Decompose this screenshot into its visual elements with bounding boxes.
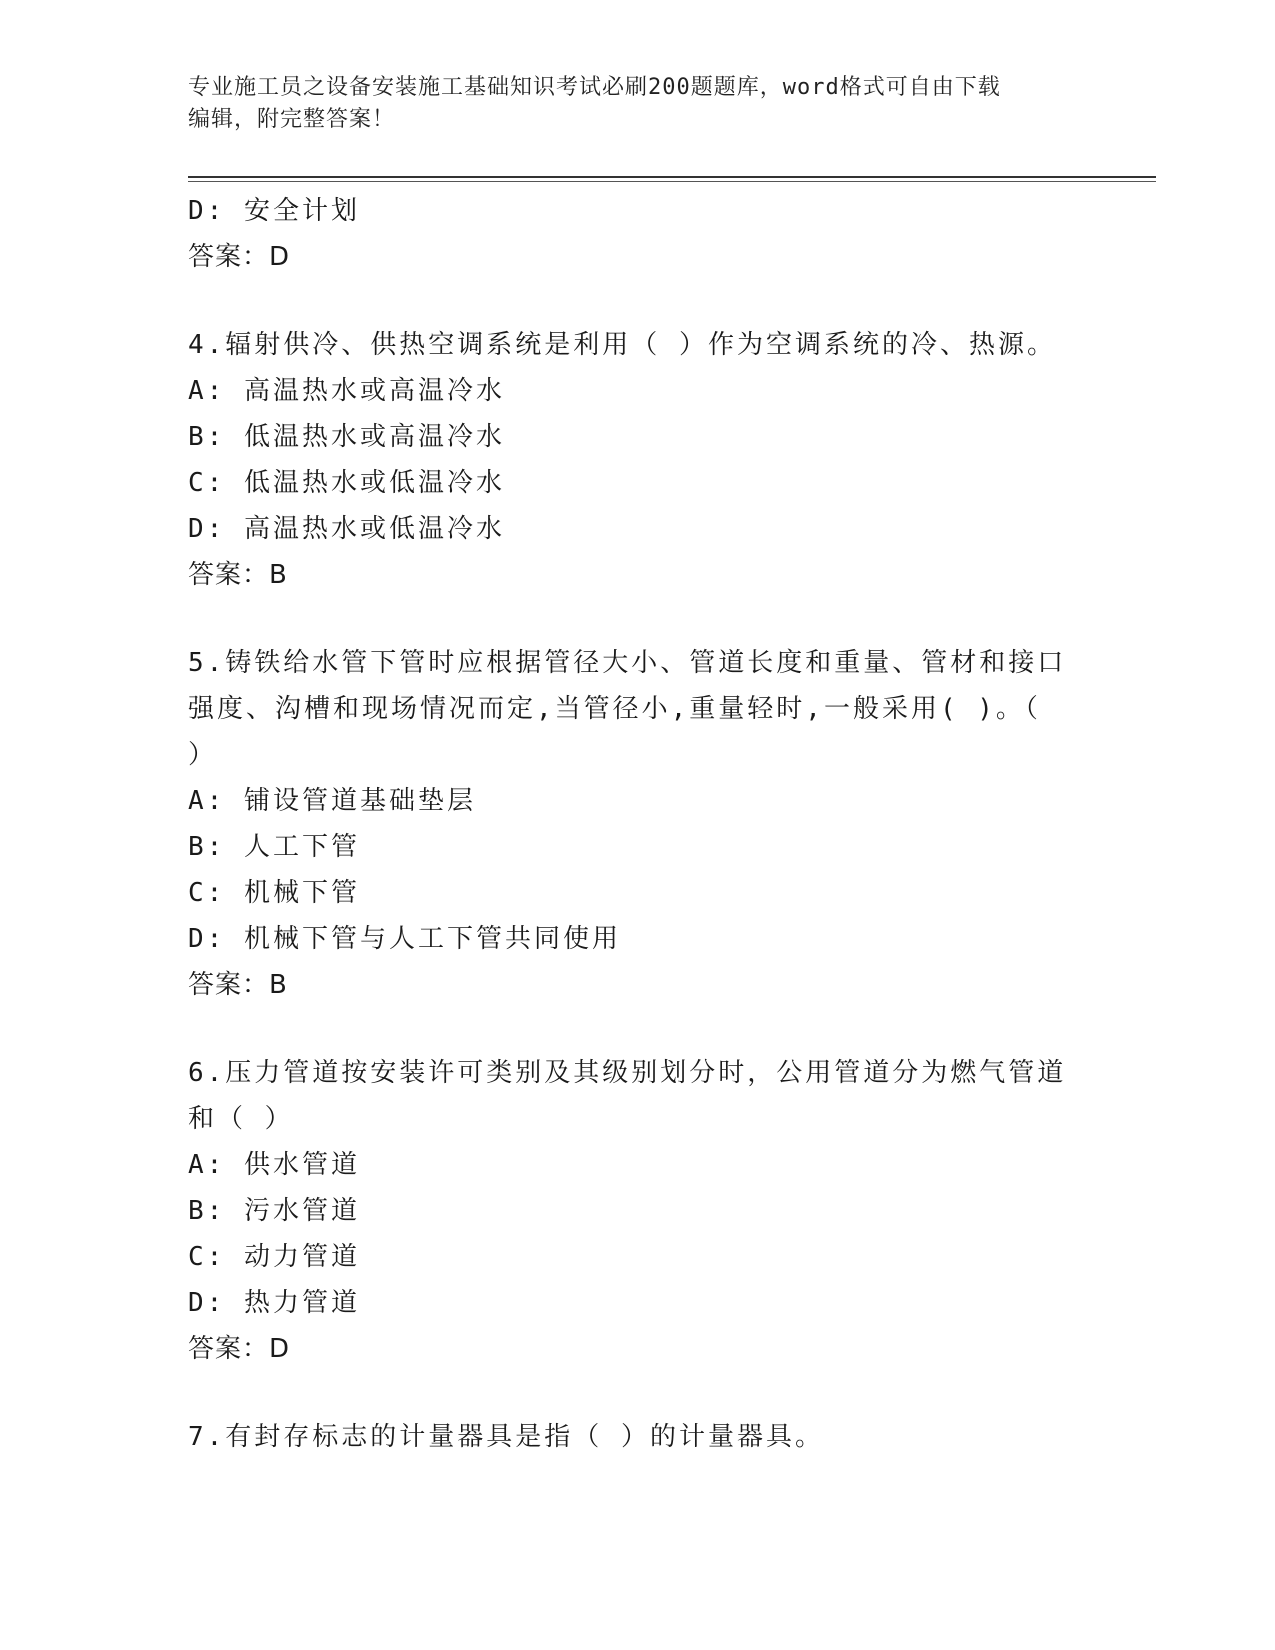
question-text-line-2: 强度、沟槽和现场情况而定,当管径小,重量轻时,一般采用( )。（ — [188, 694, 1041, 724]
question-3-fragment — [188, 188, 1088, 280]
question-text-line-2: 和（ ） — [188, 1104, 294, 1134]
header-divider-thick — [188, 176, 1156, 178]
option-c: C: 动力管道 — [188, 1242, 360, 1272]
option-a: A: 铺设管道基础垫层 — [188, 786, 476, 816]
answer-line: 答案：D — [188, 1334, 291, 1364]
question-text-line-1: 6.压力管道按安装许可类别及其级别划分时，公用管道分为燃气管道 — [188, 1058, 1067, 1088]
option-c: C: 机械下管 — [188, 878, 360, 908]
question-text-line-1: 5.铸铁给水管下管时应根据管径大小、管道长度和重量、管材和接口 — [188, 648, 1067, 678]
answer-line: 答案：B — [188, 560, 288, 590]
question-5 — [188, 640, 1088, 1008]
answer-line: 答案：D — [188, 242, 291, 272]
option-d: D: 热力管道 — [188, 1288, 360, 1318]
option-d: D: 安全计划 — [188, 196, 360, 226]
option-d: D: 高温热水或低温冷水 — [188, 514, 505, 544]
header-title-line-2: 编辑，附完整答案！ — [188, 107, 396, 132]
option-c: C: 低温热水或低温冷水 — [188, 468, 505, 498]
option-b: B: 低温热水或高温冷水 — [188, 422, 505, 452]
option-a: A: 高温热水或高温冷水 — [188, 376, 505, 406]
question-6 — [188, 1050, 1088, 1372]
option-b: B: 人工下管 — [188, 832, 360, 862]
question-4 — [188, 322, 1088, 598]
header-divider-thin — [188, 181, 1156, 182]
answer-line: 答案：B — [188, 970, 288, 1000]
option-a: A: 供水管道 — [188, 1150, 360, 1180]
document-body — [188, 188, 1088, 1460]
question-7 — [188, 1414, 1088, 1460]
question-text-line-3: ） — [188, 740, 218, 770]
header-title-line-1: 专业施工员之设备安装施工基础知识考试必刷200题题库，word格式可自由下载 — [188, 75, 1001, 100]
option-b: B: 污水管道 — [188, 1196, 360, 1226]
question-text: 4.辐射供冷、供热空调系统是利用（ ）作为空调系统的冷、热源。 — [188, 330, 1056, 360]
document-header — [188, 72, 1088, 136]
question-text: 7.有封存标志的计量器具是指（ ）的计量器具。 — [188, 1422, 824, 1452]
option-d: D: 机械下管与人工下管共同使用 — [188, 924, 621, 954]
